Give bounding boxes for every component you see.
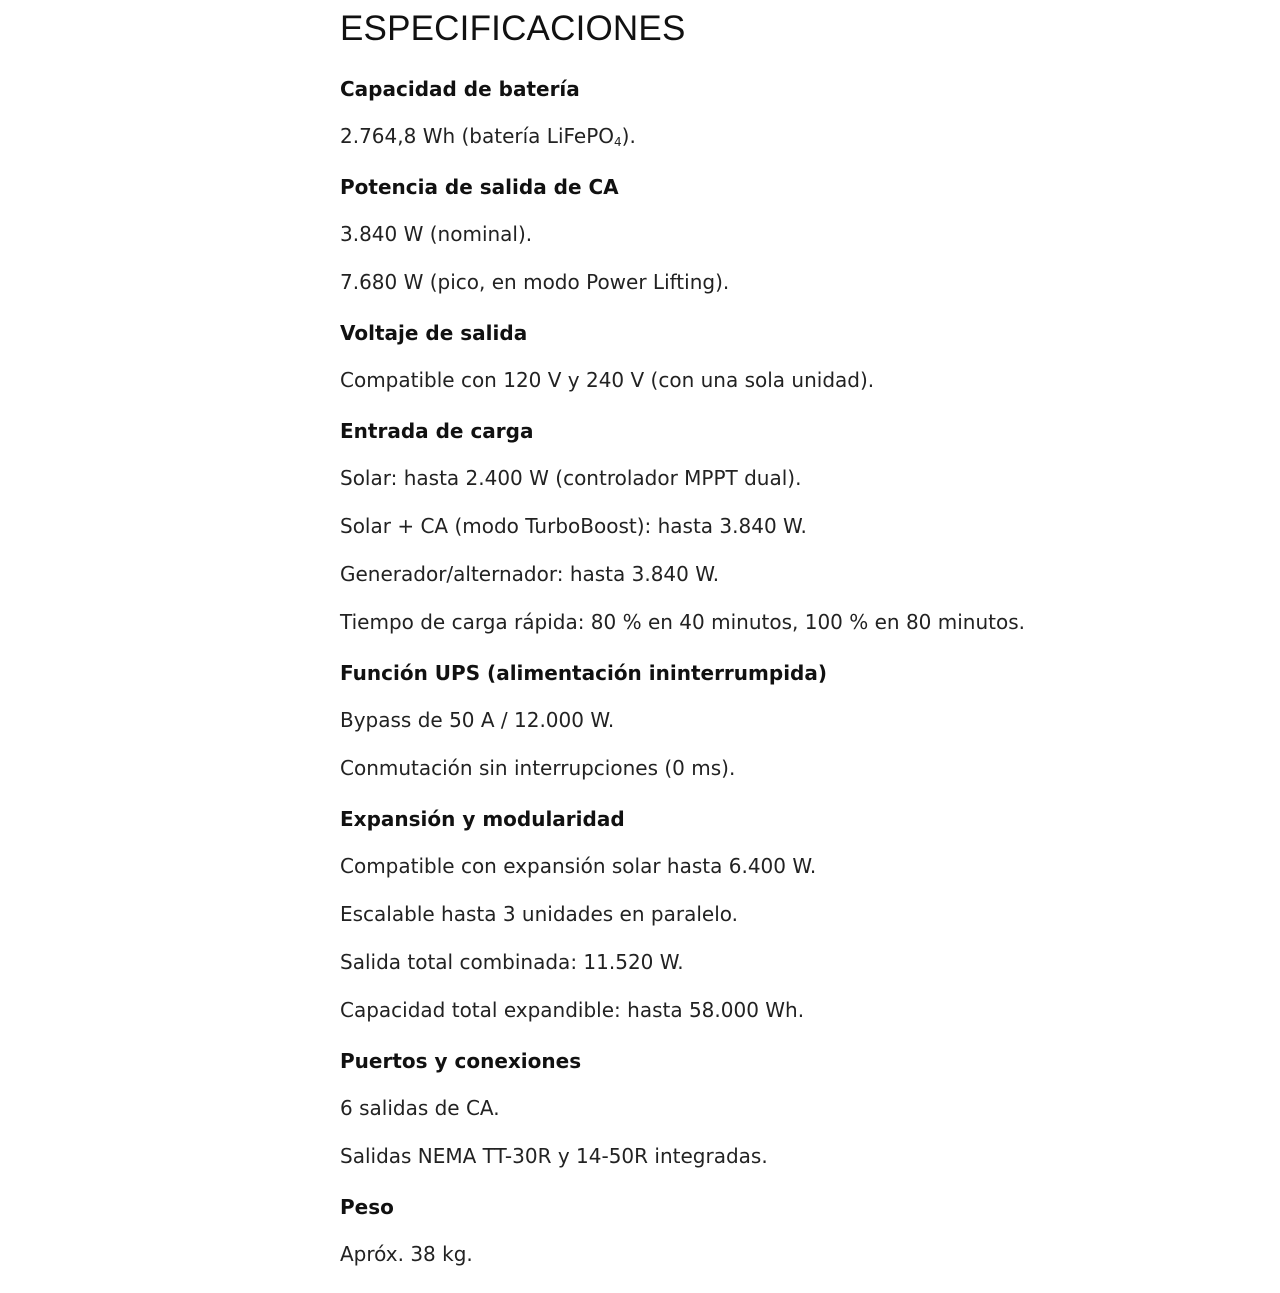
spec-line <box>340 124 1240 148</box>
section-heading: Capacidad de batería <box>340 77 580 101</box>
section-ups-function <box>340 661 1240 780</box>
section-ac-output-power <box>340 175 1240 294</box>
section-charging-input <box>340 419 1240 634</box>
spec-line: Solar + CA (modo TurboBoost): hasta 3.840 W. <box>340 514 807 538</box>
section-ports <box>340 1049 1240 1168</box>
section-weight <box>340 1195 1240 1266</box>
spec-text-end: ). <box>621 124 636 148</box>
section-heading: Voltaje de salida <box>340 321 528 345</box>
spec-line: Apróx. 38 kg. <box>340 1242 473 1266</box>
section-heading: Entrada de carga <box>340 419 534 443</box>
section-battery-capacity <box>340 77 1240 148</box>
section-heading: Función UPS (alimentación ininterrumpida) <box>340 661 828 685</box>
section-output-voltage <box>340 321 1240 392</box>
spec-line: 6 salidas de CA. <box>340 1096 500 1120</box>
spec-line: Conmutación sin interrupciones (0 ms). <box>340 756 736 780</box>
spec-line: 3.840 W (nominal). <box>340 222 533 246</box>
spec-line: Escalable hasta 3 unidades en paralelo. <box>340 902 738 926</box>
spec-line: Solar: hasta 2.400 W (controlador MPPT dual). <box>340 466 802 490</box>
subscript-text: 4 <box>614 135 622 149</box>
spec-line: 7.680 W (pico, en modo Power Lifting). <box>340 270 730 294</box>
spec-line: Tiempo de carga rápida: 80 % en 40 minutos, 100 % en 80 minutos. <box>340 610 1025 634</box>
spec-line: Compatible con 120 V y 240 V (con una sola unidad). <box>340 368 875 392</box>
section-expansion <box>340 807 1240 1022</box>
section-heading: Puertos y conexiones <box>340 1049 582 1073</box>
spec-line: Salida total combinada: 11.520 W. <box>340 950 684 974</box>
section-heading: Peso <box>340 1195 394 1219</box>
specifications-document <box>340 8 1240 1293</box>
spec-line: Generador/alternador: hasta 3.840 W. <box>340 562 720 586</box>
spec-line: Compatible con expansión solar hasta 6.400 W. <box>340 854 817 878</box>
spec-line: Salidas NEMA TT-30R y 14-50R integradas. <box>340 1144 768 1168</box>
section-heading: Expansión y modularidad <box>340 807 625 831</box>
spec-line: Bypass de 50 A / 12.000 W. <box>340 708 615 732</box>
spec-text: 2.764,8 Wh (batería LiFePO <box>340 124 615 148</box>
page-title: ESPECIFICACIONES <box>340 9 686 48</box>
spec-line: Capacidad total expandible: hasta 58.000 Wh. <box>340 998 805 1022</box>
section-heading: Potencia de salida de CA <box>340 175 619 199</box>
